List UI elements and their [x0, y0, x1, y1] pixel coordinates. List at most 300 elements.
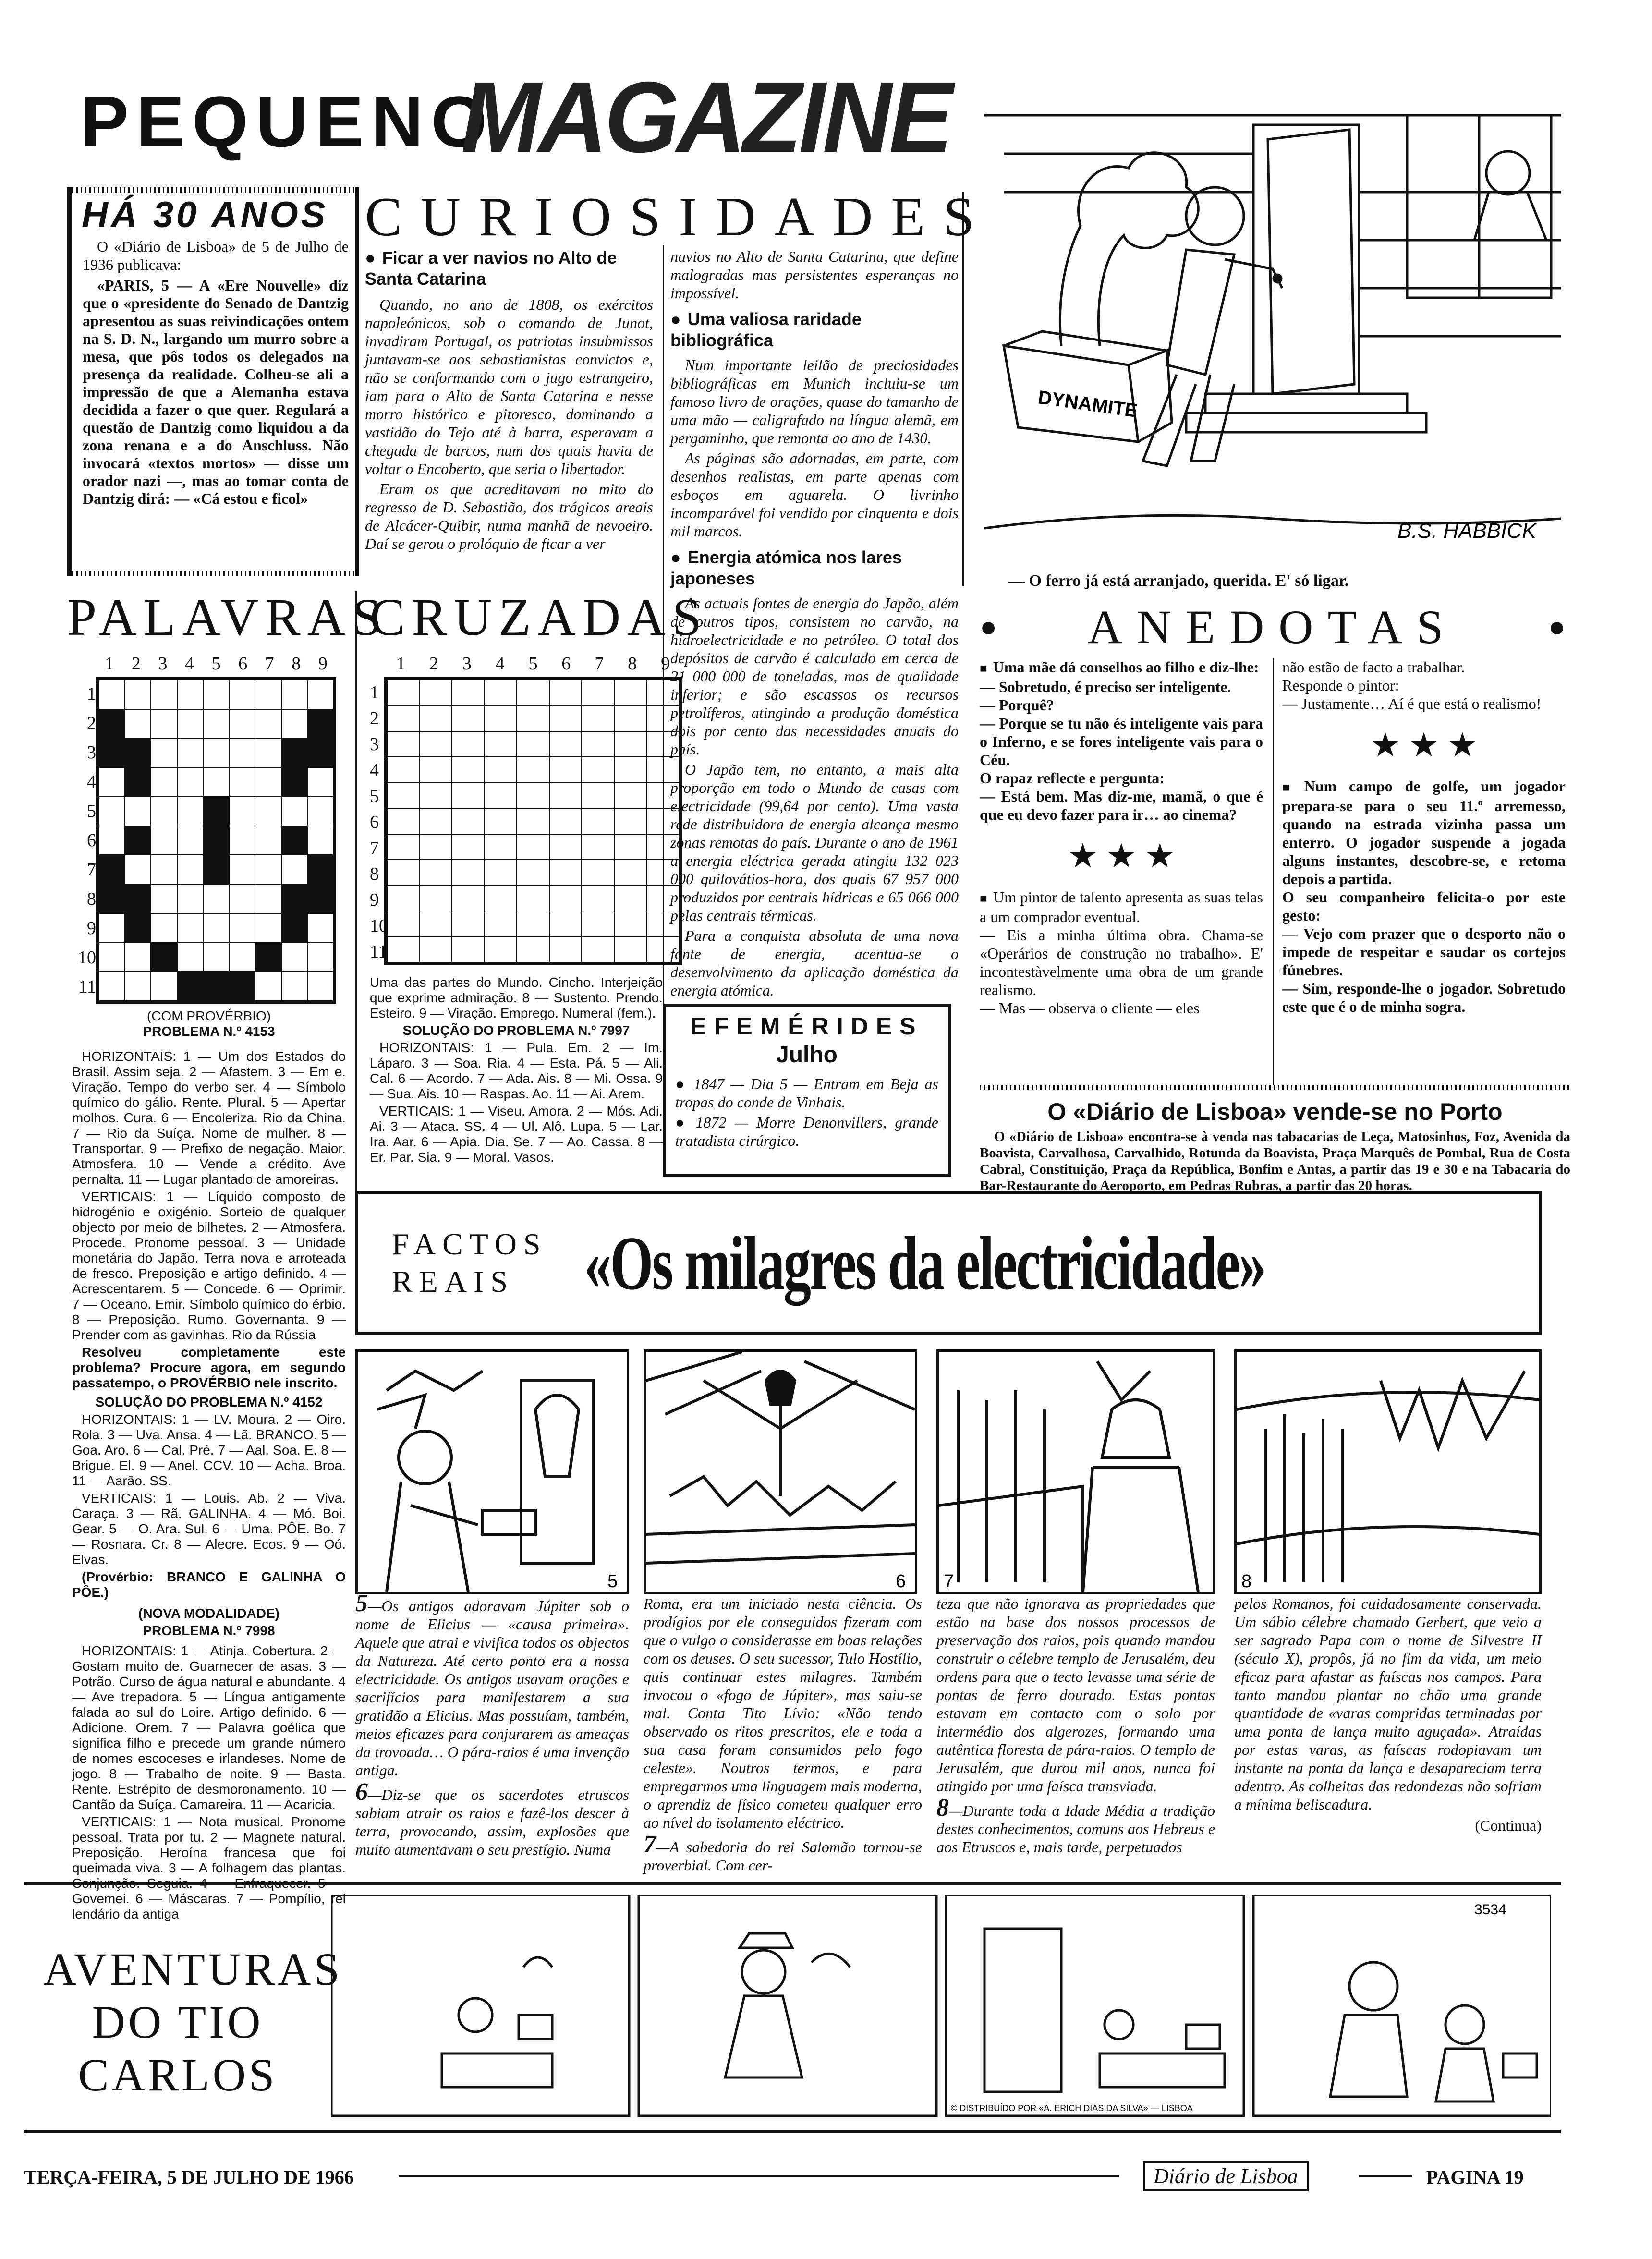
comic-panel-5: [355, 1349, 629, 1594]
hatch-bottom: [72, 571, 355, 576]
row-num: 2: [370, 708, 379, 729]
crossword-left-colnums: [96, 653, 336, 674]
crossword-cell: [307, 680, 333, 709]
comic-panel-7: [936, 1349, 1215, 1594]
col-num: 1: [105, 654, 114, 674]
row-num: 4: [370, 760, 379, 780]
crossword-cell: [582, 911, 614, 936]
curiosidades-col2: [670, 247, 959, 1001]
crossword-left-grid: [96, 677, 336, 1004]
crossword-cell: [549, 937, 582, 962]
row-num: 8: [87, 889, 96, 909]
crossword-cell: [387, 731, 420, 757]
crossword-cell: [485, 886, 517, 911]
comic-panel-8: [1234, 1349, 1542, 1594]
factos-t5-text: Os antigos adoravam Júpiter sob o nome de Elicius — «causa primeira». Aquele que atrai e vivifica todos os objectos da Natureza. Até certo ponto era a nossa electricidade. Os antigos usavam orações e sacrifícios para manifestarem a sua gratidão a Elicius. Mas possuíam, também, meios eficazes para conjurarem as ameaças da trovoada… O pára-raios é uma invenção antiga.: [355, 1597, 629, 1779]
cartoon-caption: — O ferro já está arranjado, querida. E' só ligar.: [1008, 572, 1349, 590]
crossword-cell: [177, 767, 203, 797]
panel-number: 5: [355, 1590, 368, 1617]
crossword-cell: [99, 709, 125, 739]
curiosidades-item3-head: ● Energia atómica nos lares japoneses: [670, 547, 959, 589]
factos-t7-text: A sabedoria do rei Salomão tornou-se proverbial. Com cer-: [644, 1838, 922, 1874]
row-num: 1: [370, 682, 379, 703]
crossword-cell: [646, 834, 679, 860]
crossword-cell: [485, 937, 517, 962]
ha30-title: HÁ 30 ANOS: [82, 194, 328, 235]
crossword-cell: [281, 943, 307, 972]
row-num: 10: [370, 916, 388, 936]
crossword-problem: PROBLEMA N.º 4153: [143, 1024, 275, 1039]
anedotas-title: ANEDOTAS: [1087, 600, 1458, 654]
crossword-cell: [646, 937, 679, 962]
cartoon: [984, 96, 1561, 576]
crossword-cell: [387, 911, 420, 936]
anedotas-col1: [980, 658, 1263, 1019]
comic-panel-6: [644, 1349, 917, 1594]
crossword-cell: [177, 913, 203, 943]
factos-col1: [355, 1590, 629, 1860]
crossword-cell: [177, 680, 203, 709]
curiosidades-item3-p3: Para a conquista absoluta de uma nova fonte de energia, acentua-se o desenvolvimento da aplicação doméstica da energia atómica.: [670, 927, 959, 999]
anedota-2-cont: não estão de facto a trabalhar. Responde o pintor: — Justamente… Aí é que está o realismo!: [1282, 658, 1542, 712]
factos-col4: [1234, 1594, 1542, 1836]
ha30-section: [67, 187, 359, 576]
crossword-cell: [203, 738, 229, 767]
crossword-cell: [125, 943, 151, 972]
crossword-cell: [582, 731, 614, 757]
crossword-cell: [307, 767, 333, 797]
crossword-cell: [549, 911, 582, 936]
crossword-cell: [452, 834, 485, 860]
aventuras-title-line: CARLOS: [78, 2049, 278, 2101]
crossword-cell: [614, 911, 647, 936]
crossword-cell: [582, 886, 614, 911]
anedotas-col-rule: [1273, 658, 1274, 1085]
factos-label: REAIS: [392, 1264, 514, 1299]
crossword-cell: [646, 757, 679, 782]
crossword-cell: [614, 860, 647, 885]
crossword-cell: [281, 826, 307, 855]
col-num: 1: [396, 654, 405, 674]
aventuras-strip: [24, 1882, 1561, 2133]
crossword-cell: [582, 783, 614, 808]
crossword-cell: [452, 783, 485, 808]
col-num: 9: [661, 654, 670, 674]
crossword-cell: [485, 731, 517, 757]
crossword-cell: [517, 911, 549, 936]
cartoon-box-text: DYNAMITE: [1036, 387, 1139, 422]
cartoon-drawing: [984, 96, 1561, 576]
hatch-divider: [980, 1085, 1570, 1090]
factos-t5: 5—Os antigos adoravam Júpiter sob o nome de Elicius — «causa primeira». Aquele que atrai e vivifica todos os objectos da Natureza. Até certo ponto era a nossa electricidade. Os antigos usavam orações e sacrifícios para manifestarem a sua gratidão a Elicius. Mas possuíam, também, meios eficazes para conjurarem as ameaças da trovoada… O pára-raios é uma invenção antiga.: [355, 1590, 629, 1779]
crossword-cell: [646, 680, 679, 705]
ha30-intro: O «Diário de Lisboa» de 5 de Julho de 1936 publicava:: [83, 238, 349, 273]
crossword-cell: [255, 913, 281, 943]
footer-logo: Diário de Lisboa: [1143, 2161, 1309, 2191]
comic-panel-5-drawing: [358, 1352, 627, 1592]
crossword-cell: [281, 884, 307, 913]
crossword-cell: [281, 972, 307, 1001]
crossword-right-intro: Uma das partes do Mundo. Cincho. Interjeição que exprime admiração. 8 — Sustento. Prendo. Esteiro. 9 — Viração. Emprego. Numeral (fem.).: [370, 975, 663, 1020]
crossword-cell: [452, 937, 485, 962]
aventuras-title-line: DO TIO: [92, 1996, 264, 2048]
col-num: 2: [429, 654, 438, 674]
factos-t8b: pelos Romanos, foi cuidadosamente conservada. Um sábio célebre chamado Gerbert, que veio a ser sagrado Papa com o nome de Silvestre II (século X), propôs, já no fim da vida, um meio eficaz para afastar as faíscas nos campos. Para tanto mandou plantar no chão uma grande quantidade de «varas compridas terminadas por uma ponta de lança muito aguçada». Atraídas por estas varas, as faíscas rodopiavam um instante na ponta da lança e desapareciam terra adentro. As colheitas das redondezas não sofriam a mínima beliscadura.: [1234, 1595, 1542, 1813]
crossword-cell: [549, 757, 582, 782]
crossword-cell: [229, 797, 255, 826]
crossword-sol-v: VERTICAIS: 1 — Louis. Ab. 2 — Viva. Caraça. 3 — Rã. GALINHA. 4 — Mó. Boi. Gear. 5 — O. Ara. Sul. 6 — Uma. PÔE. Bo. 7 — Rosnara. Cr. 8 — Alecre. Ecos. 9 — Oó. Elvas.: [72, 1491, 346, 1567]
factos-t8: 8—Durante toda a Idade Média a tradição destes conhecimentos, comuns aos Hebreus e aos Etruscos e, mais tarde, perpetuados: [936, 1794, 1215, 1856]
panel-number: 6: [896, 1571, 906, 1591]
crossword-cell: [177, 826, 203, 855]
crossword-cell: [125, 680, 151, 709]
crossword-cell: [281, 767, 307, 797]
crossword-cell: [229, 738, 255, 767]
crossword-cell: [549, 886, 582, 911]
crossword-p2-v: VERTICAIS: 1 — Nota musical. Pronome pessoal. Trata por tu. 2 — Magnete natural. Preposição. Heroína francesa que foi queimada viva. 3 — A folhagem das plantas. Conjunção. Seguia. 4 — Enfraquecer. 5 — Govemei. 6 — Máscaras. 7 — Pompílio, rei lendário da antiga: [72, 1814, 346, 1921]
crossword-left-clues: [72, 1008, 346, 1924]
crossword-cell: [517, 937, 549, 962]
crossword-cell: [99, 972, 125, 1001]
crossword-cell: [125, 797, 151, 826]
crossword-cell: [307, 913, 333, 943]
efemerides-item: ● 1872 — Morre Denonvillers, grande tratadista cirúrgico.: [675, 1113, 938, 1150]
stars-divider: ★ ★ ★: [1068, 838, 1175, 875]
crossword-cell: [281, 709, 307, 739]
factos-title: «Os milagres da electricidade»: [584, 1220, 1265, 1306]
aventuras-title: [43, 1943, 342, 2101]
crossword-title-right: CRUZADAS: [370, 588, 708, 646]
crossword-cell: [517, 705, 549, 731]
crossword-cell: [307, 797, 333, 826]
crossword-cell: [255, 767, 281, 797]
crossword-cell: [307, 972, 333, 1001]
crossword-cell: [151, 738, 177, 767]
crossword-cell: [307, 884, 333, 913]
crossword-cell: [387, 705, 420, 731]
crossword-left-rownums: [72, 680, 96, 1002]
crossword-sol-h: HORIZONTAIS: 1 — LV. Moura. 2 — Oiro. Rola. 3 — Uva. Ansa. 4 — Lã. BRANCO. 5 — Goa. Aro. 6 — Cal. Pré. 7 — Aal. Soa. E. 8 — Brigue. El. 9 — Anel. CCV. 10 — Acha. Broa. 11 — Aarão. SS.: [72, 1412, 346, 1488]
crossword-cell: [582, 705, 614, 731]
crossword-cell: [125, 709, 151, 739]
crossword-cell: [151, 972, 177, 1001]
row-num: 10: [78, 947, 96, 968]
crossword-nova: (NOVA MODALIDADE): [138, 1606, 279, 1621]
crossword-cell: [614, 705, 647, 731]
col-num: 7: [595, 654, 604, 674]
crossword-cell: [99, 767, 125, 797]
crossword-cell: [125, 855, 151, 884]
porto-title: O «Diário de Lisboa» vende-se no Porto: [1047, 1098, 1503, 1125]
crossword-cell: [281, 797, 307, 826]
crossword-cell: [387, 757, 420, 782]
porto-section: [980, 1085, 1570, 1196]
crossword-cell: [420, 705, 452, 731]
crossword-cell: [229, 972, 255, 1001]
row-num: 5: [87, 801, 96, 821]
crossword-cell: [177, 972, 203, 1001]
crossword-cell: [307, 709, 333, 739]
crossword-cell: [549, 834, 582, 860]
crossword-cell: [452, 731, 485, 757]
crossword-cell: [203, 884, 229, 913]
crossword-cell: [203, 972, 229, 1001]
col-num: 5: [211, 654, 221, 674]
crossword-cell: [229, 855, 255, 884]
crossword-cell: [125, 826, 151, 855]
footer-rule: [1359, 2175, 1412, 2177]
efemerides-item: ● 1847 — Dia 5 — Entram em Beja as tropas do conde de Vinhais.: [675, 1075, 938, 1111]
crossword-cell: [307, 826, 333, 855]
crossword-cell: [99, 943, 125, 972]
crossword-cell: [420, 860, 452, 885]
crossword-cell: [549, 731, 582, 757]
crossword-cell: [646, 731, 679, 757]
row-num: 2: [87, 713, 96, 733]
crossword-cell: [281, 913, 307, 943]
crossword-cell: [151, 709, 177, 739]
col-num: 4: [495, 654, 505, 674]
crossword-cell: [177, 738, 203, 767]
factos-t6-text: Diz-se que os sacerdotes etruscos sabiam atrair os raios e fazê-los descer à terra, provocando, assim, explosões que muito aumentavam o seu prestígio. Numa: [355, 1786, 629, 1858]
crossword-cell: [420, 783, 452, 808]
crossword-cell: [549, 680, 582, 705]
crossword-cell: [203, 943, 229, 972]
aventuras-title-line: AVENTURAS: [43, 1943, 342, 1995]
crossword-cell: [99, 913, 125, 943]
curiosidades-item2-p2: As páginas são adornadas, em parte, com desenhos realistas, em parte apenas com esboços em aguarela. O livrinho incomparável foi vendido por cinquenta e dois mil marcos.: [670, 449, 959, 540]
crossword-cell: [420, 937, 452, 962]
crossword-cell: [255, 738, 281, 767]
crossword-cell: [420, 680, 452, 705]
crossword-cell: [99, 855, 125, 884]
aventuras-credit: © DISTRIBUÍDO POR «A. ERICH DIAS DA SILVA» — LISBOA: [951, 2103, 1193, 2113]
crossword-cell: [614, 731, 647, 757]
crossword-right-sol-v: VERTICAIS: 1 — Viseu. Amora. 2 — Mós. Adi. Ai. 3 — Ataca. SS. 4 — Ul. Alô. Lupa. 5 — Lar. Ira. Aar. 6 — Apia. Dia. Se. 7 — Ao. Cassa. 8 — Er. Par. Sia. 9 — Moral. Vasos.: [370, 1104, 663, 1165]
crossword-cell: [646, 886, 679, 911]
crossword-cell: [281, 738, 307, 767]
curiosidades-item3-p1: As actuais fontes de energia do Japão, além de outros tipos, consistem no carvão, na hidroelectricidade e no petróleo. O total dos depósitos de carvão é calculado em cerca de 21 000 000 de toneladas, mas de qualidade inferior; e são escassos os recursos petrolíferos, atingindo a produção doméstica dois por cento das necessidades anuais do país.: [670, 595, 959, 758]
crossword-cell: [255, 797, 281, 826]
crossword-cell: [203, 797, 229, 826]
crossword-cell: [151, 680, 177, 709]
factos-label: FACTOS: [392, 1227, 547, 1261]
crossword-cell: [387, 783, 420, 808]
crossword-cell: [452, 680, 485, 705]
crossword-cell: [452, 808, 485, 834]
col-num: 7: [265, 654, 274, 674]
crossword-cell: [452, 757, 485, 782]
anedotas-header: [980, 600, 1566, 653]
crossword-cell: [151, 826, 177, 855]
row-num: 8: [370, 864, 379, 884]
crossword-cell: [255, 943, 281, 972]
crossword-cell: [646, 860, 679, 885]
crossword-cell: [177, 797, 203, 826]
anedota-3: ■ Num campo de golfe, um jogador prepara-se para o seu 11.º arremesso, quando na estrada vizinha passa um enterro. O jogador suspende a jogada alguns instantes, descobre-se, e retoma depois a partida. O seu companheiro felicita-o por este gesto: — Vejo com prazer que o desporto não o impede de respeitar e saudar os cortejos fúnebres. — Sim, responde-lhe o jogador. Sobretudo este que é o de minha sogra.: [1282, 777, 1566, 1016]
crossword-cell: [582, 937, 614, 962]
col-num: 5: [528, 654, 538, 674]
row-num: 6: [370, 812, 379, 832]
crossword-p2-h: HORIZONTAIS: 1 — Atinja. Cobertura. 2 — Gostam muito de. Guarnecer de asas. 3 — Potrão. Curso de água natural e abundante. 4 — Ave trepadora. 5 — Língua antigamente falada ao sul do Loire. Artigo definido. 6 — Adicione. Orem. 7 — Palavra goélica que significa filho e precede um grande número de nomes escoceses e irlandeses. Nome de jogo. 8 — Trabalho de noite. 9 — Basta. Rente. Estrépito de desmoronamento. 10 — Cantão da Suíça. Camareira. 11 — Acaricia.: [72, 1643, 346, 1812]
crossword-cell: [387, 834, 420, 860]
bullet-icon: ●: [1548, 610, 1566, 643]
crossword-cell: [99, 738, 125, 767]
bullet-icon: ●: [980, 610, 997, 643]
crossword-cell: [549, 783, 582, 808]
crossword-cell: [420, 911, 452, 936]
crossword-cell: [151, 767, 177, 797]
anedota-2: ■ Um pintor de talento apresenta as suas telas a um comprador eventual. — Eis a minha última obra. Chama-se «Operários de construção no trabalho». E' incontestàvelmente uma obra de um grande realismo. — Mas — observa o cliente — eles: [980, 888, 1263, 1017]
crossword-cell: [614, 783, 647, 808]
crossword-cell: [151, 913, 177, 943]
col-num: 9: [318, 654, 328, 674]
crossword-cell: [387, 808, 420, 834]
col-num: 6: [238, 654, 248, 674]
curiosidades-item3-p2: O Japão tem, no entanto, a mais alta proporção em todo o Mundo de casas com electricidade (99,64 por cento). Uma vasta rede distribuidora de energia alcança mesmo zonas remotas do país. Durante o ano de 1961 a energia eléctrica gerada atingiu 132 023 000 quilovátios-hora, dos quais 67 957 000 produzidos por centrais hídricas e 65 066 000 pelas centrais térmicas.: [670, 761, 959, 924]
crossword-cell: [125, 972, 151, 1001]
crossword-cell: [203, 826, 229, 855]
factos-labels: [358, 1226, 584, 1300]
crossword-cell: [229, 680, 255, 709]
crossword-cell: [99, 680, 125, 709]
panel-number: 7: [644, 1831, 656, 1858]
factos-continua: (Continua): [1475, 1817, 1542, 1834]
curiosidades-item1-cont: navios no Alto de Santa Catarina, que define malogradas mas persistentes esperanças no impossível.: [670, 248, 959, 302]
crossword-cell: [255, 855, 281, 884]
col-num: 2: [131, 654, 141, 674]
crossword-cell: [549, 705, 582, 731]
crossword-cell: [125, 884, 151, 913]
crossword-title-left: PALAVRAS: [67, 588, 389, 646]
crossword-right-sol-title: SOLUÇÃO DO PROBLEMA N.º 7997: [402, 1023, 630, 1038]
panel-number: 8: [936, 1794, 949, 1822]
crossword-cell: [517, 860, 549, 885]
hatch-top: [72, 187, 355, 193]
crossword-cell: [203, 680, 229, 709]
anedota-1: ■ Uma mãe dá conselhos ao filho e diz-lhe: — Sobretudo, é preciso ser inteligente. — Porquê? — Porque se tu não és inteligente vais para o Inferno, e se fores inteligente vais para o Céu. O rapaz reflecte e pergunta: — Está bem. Mas diz-me, mamã, o que é que eu devo fazer para ir… ao cinema?: [980, 658, 1263, 824]
footer-date: TERÇA-FEIRA, 5 DE JULHO DE 1966: [24, 2166, 354, 2188]
crossword-cell: [420, 834, 452, 860]
crossword-cell: [517, 886, 549, 911]
row-num: 3: [370, 734, 379, 754]
row-num: 7: [87, 860, 96, 880]
efemerides-box: [663, 1004, 951, 1177]
crossword-cell: [99, 797, 125, 826]
stars-divider: ★ ★ ★: [1370, 727, 1478, 764]
comic-panel-8-drawing: [1237, 1352, 1539, 1592]
crossword-col-rule: [355, 591, 357, 1196]
crossword-cell: [614, 937, 647, 962]
crossword-cell: [229, 943, 255, 972]
crossword-cell: [646, 705, 679, 731]
row-num: 5: [370, 786, 379, 806]
crossword-cell: [485, 808, 517, 834]
crossword-cell: [517, 731, 549, 757]
crossword-cell: [387, 860, 420, 885]
factos-t7b: teza que não ignorava as propriedades que estão na base dos nossos processos de preservação dos raios, pois quando mandou construir o célebre templo de Jerusalém, deu ordens para que o tecto levasse uma série de pontas de ferro dourado. Estas pontas estavam em contacto com o solo por intermédio dos algerozes, formando uma autêntica floresta de pára-raios. O templo de Jerusalém, que durou mil anos, nunca foi atingido por uma faísca transviada.: [936, 1595, 1215, 1795]
crossword-cell: [229, 826, 255, 855]
col-num: 3: [158, 654, 168, 674]
crossword-cell: [387, 937, 420, 962]
footer: [24, 2161, 1561, 2199]
crossword-cell: [517, 783, 549, 808]
col-num: 4: [184, 654, 194, 674]
crossword-cell: [614, 834, 647, 860]
crossword-cell: [582, 860, 614, 885]
crossword-cell: [151, 884, 177, 913]
crossword-cell: [452, 860, 485, 885]
crossword-cell: [203, 855, 229, 884]
footer-rule: [399, 2175, 1119, 2177]
masthead-magazine: [461, 61, 950, 174]
crossword-cell: [485, 783, 517, 808]
crossword-right-clues: [370, 975, 663, 1167]
crossword-resolveu: Resolveu completamente este problema? Procure agora, em segundo passatempo, o PROVÉRBIO nele inscrito.: [72, 1345, 346, 1390]
crossword-cell: [420, 757, 452, 782]
crossword-cell: [582, 808, 614, 834]
curiosidades-item2-p1: Num importante leilão de preciosidades bibliográficas em Munich incluiu-se um famoso livro de orações, quase do tamanho de uma mão — caligrafado na língua alemã, em pergaminho, que remonta ao ano de 1430.: [670, 356, 959, 447]
crossword-cell: [255, 972, 281, 1001]
crossword-sol-title: SOLUÇÃO DO PROBLEMA N.º 4152: [95, 1395, 323, 1409]
masthead-magazine-text: MAGAZINE: [461, 61, 950, 174]
crossword-cell: [614, 886, 647, 911]
crossword-cell: [255, 680, 281, 709]
crossword-subtitle: (COM PROVÉRBIO): [146, 1008, 271, 1023]
curiosidades-right-rule: [962, 192, 964, 586]
row-num: 11: [370, 942, 388, 962]
crossword-cell: [517, 834, 549, 860]
crossword-cell: [99, 826, 125, 855]
row-num: 7: [370, 838, 379, 858]
crossword-cell: [420, 808, 452, 834]
crossword-cell: [99, 884, 125, 913]
crossword-cell: [125, 738, 151, 767]
crossword-cell: [255, 826, 281, 855]
crossword-cell: [485, 911, 517, 936]
crossword-cell: [177, 943, 203, 972]
crossword-cell: [420, 886, 452, 911]
crossword-cell: [281, 855, 307, 884]
crossword-cell: [517, 680, 549, 705]
crossword-cell: [485, 860, 517, 885]
crossword-cell: [151, 943, 177, 972]
crossword-cell: [255, 709, 281, 739]
crossword-cell: [177, 884, 203, 913]
col-num: 6: [561, 654, 571, 674]
crossword-cell: [517, 808, 549, 834]
panel-number: 8: [1241, 1571, 1252, 1591]
crossword-cell: [229, 709, 255, 739]
crossword-cell: [229, 884, 255, 913]
crossword-cell: [151, 797, 177, 826]
porto-body: O «Diário de Lisboa» encontra-se à venda nas tabacarias de Leça, Matosinhos, Foz, Avenida da Boavista, Carvalhosa, Carvalhido, Rotunda da Boavista, Praça Marquês de Pombal, Rua de Costa Cabral, Constituição, Praça da República, Bonfim e Antas, a partir das 19 e 30 e na Tabacaria do Bar-Restaurante do Aeroporto, em Pedras Rubras, a partir das 20 horas.: [980, 1129, 1570, 1193]
crossword-problem2: PROBLEMA N.º 7998: [143, 1623, 275, 1638]
crossword-proverbio: (Provérbio: BRANCO E GALINHA O PÔE.): [72, 1569, 346, 1600]
crossword-cell: [307, 855, 333, 884]
factos-col2: [644, 1594, 922, 1876]
masthead-pequeno: PEQUENO: [81, 81, 495, 162]
crossword-cell: [420, 731, 452, 757]
crossword-cell: [203, 767, 229, 797]
crossword-cell: [614, 757, 647, 782]
panel-number: 7: [944, 1571, 954, 1591]
crossword-cell: [177, 709, 203, 739]
curiosidades-item2-head: ● Uma valiosa raridade bibliográfica: [670, 309, 959, 351]
crossword-cell: [485, 757, 517, 782]
crossword-cell: [177, 855, 203, 884]
curiosidades-item1-p1: Quando, no ano de 1808, os exércitos napoleónicos, sob o comando de Junot, invadiram Portugal, os patriotas insubmissos juntavam-se aos sebastianistas convictos e, não se conformando com o jugo estrangeiro, iam para o Alto de Santa Catarina e nesse morro histórico e pitoresco, dominando a vastidão do Tejo até à barra, esperavam a chegada de barcos, num dos quais havia de voltar o Encoberto, que seria o libertador.: [365, 296, 653, 477]
